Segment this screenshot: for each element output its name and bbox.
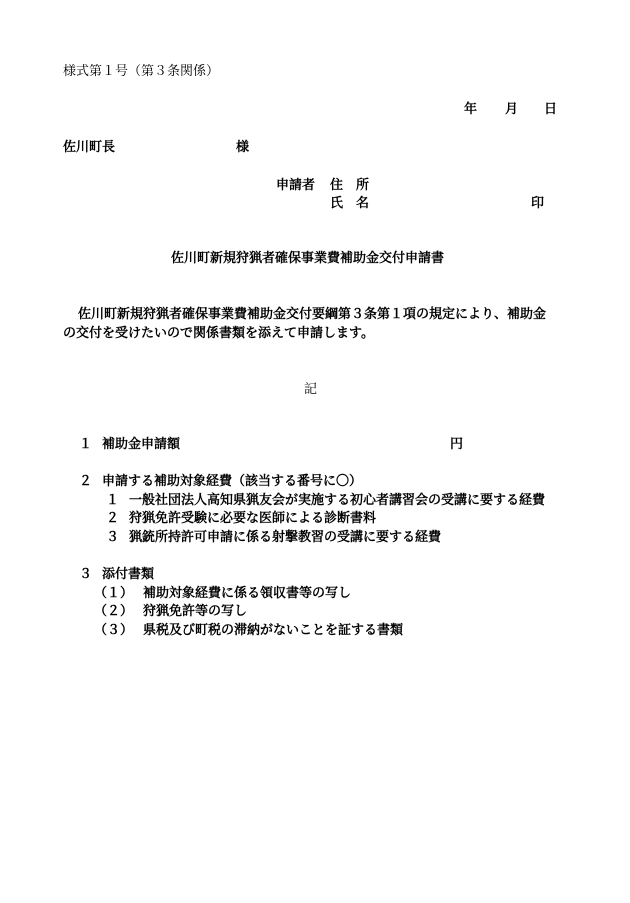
body-line-2: の交付を受けたいので関係書類を添えて申請します。 bbox=[63, 326, 374, 341]
body-line-1: 佐川町新規狩猟者確保事業費補助金交付要綱第３条第１項の規定により、補助金 bbox=[78, 307, 547, 322]
date-month-label: 月 bbox=[505, 102, 519, 117]
item3-document-number: （２） bbox=[94, 604, 134, 619]
date-year-label: 年 bbox=[464, 102, 478, 117]
item2-option-text: 狩猟免許受験に必要な医師による診断書料 bbox=[129, 511, 377, 526]
form-label: 様式第１号（第３条関係） bbox=[63, 64, 220, 79]
applicant-label: 申請者 bbox=[276, 178, 316, 193]
item3-document-text: 県税及び町税の滞納がないことを証する書類 bbox=[143, 623, 404, 638]
item3-label: 添付書類 bbox=[102, 567, 155, 582]
item2-option-number: ３ bbox=[106, 530, 120, 545]
date-day-label: 日 bbox=[544, 102, 558, 117]
seal-mark: 印 bbox=[531, 196, 545, 211]
addressee-honorific: 様 bbox=[236, 140, 250, 155]
item3-document-text: 狩猟免許等の写し bbox=[143, 604, 248, 619]
applicant-address-label: 住 所 bbox=[330, 178, 370, 193]
item2-number: ２ bbox=[79, 474, 93, 489]
addressee-name: 佐川町長 bbox=[63, 140, 116, 155]
item3-document-text: 補助対象経費に係る領収書等の写し bbox=[143, 586, 352, 601]
item1-unit: 円 bbox=[450, 437, 464, 452]
item1-number: １ bbox=[79, 437, 93, 452]
item1-label: 補助金申請額 bbox=[102, 437, 181, 452]
item2-option-text: 猟銃所持許可申請に係る射撃教習の受講に要する経費 bbox=[129, 530, 442, 545]
ki-marker: 記 bbox=[304, 382, 318, 397]
item3-number: ３ bbox=[79, 567, 93, 582]
document-title: 佐川町新規狩猟者確保事業費補助金交付申請書 bbox=[171, 251, 445, 266]
applicant-name-label: 氏 名 bbox=[330, 196, 370, 211]
item3-document-number: （１） bbox=[94, 586, 134, 601]
item2-option-number: ２ bbox=[106, 511, 120, 526]
item3-document-number: （３） bbox=[94, 623, 134, 638]
item2-option-number: １ bbox=[106, 493, 120, 508]
item2-label: 申請する補助対象経費（該当する番号に〇） bbox=[102, 474, 363, 489]
item2-option-text: 一般社団法人高知県猟友会が実施する初心者講習会の受講に要する経費 bbox=[129, 493, 546, 508]
